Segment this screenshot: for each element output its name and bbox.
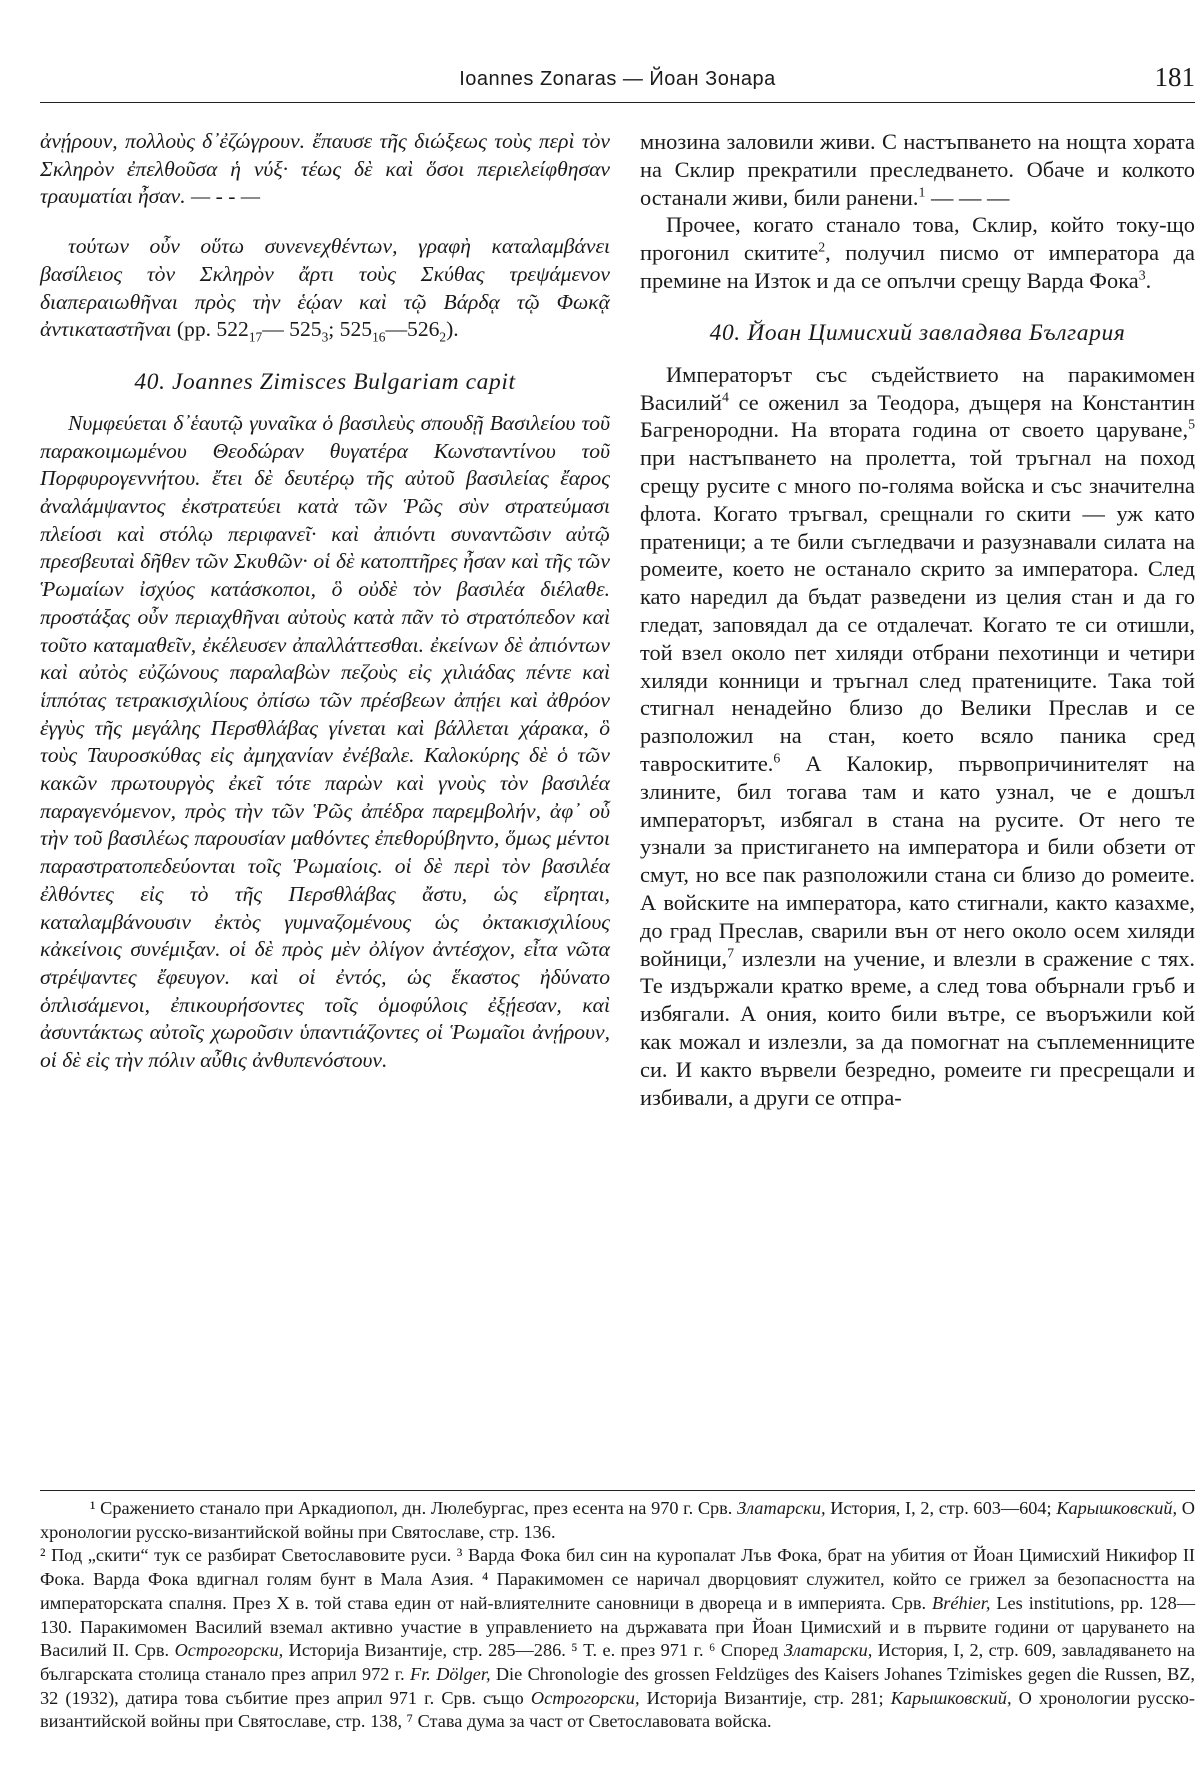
ref-sub: 16: [372, 329, 386, 345]
footnote-7: ⁷ Става дума за част от Светославовата войска.: [402, 1711, 772, 1732]
ref-part: ).: [446, 317, 459, 342]
bulgarian-column: [640, 128, 1195, 1111]
spacer: [40, 344, 610, 368]
text-run: излезли на учение, и влезли в сражение с тях. Те издържали кратко време, а след това обърнали гръб и избягали. А ония, които били вътре, се въоръжили кой как можал и излезли, за да помогнат на съплеменниците си. И както вървели безредно, ромеите ги пресрещали и избивали, а други се отпра-: [640, 945, 1195, 1110]
greek-paragraph-3: Νυμφεύεται δ᾽ἑαυτῷ γυναῖκα ὁ βασιλεὺς σπουδῇ Βασιλείου τοῦ παρακοιμωμένου Θεοδώραν θυγατέρα Κωνσταντίνου τοῦ Πορφυρογεννήτου. ἔτει δὲ δευτέρῳ τῆς αὐτοῦ βασιλείας ἔαρος ἀναλάμψαντος ἐκστρατεύει κατὰ τῶν Ῥῶς σὺν στρατεύμασι πλείοσι καὶ στόλῳ περιφανεῖ· καὶ ἀπιόντι συναντῶσιν αὐτῷ πρεσβευταὶ δῆθεν τῶν Σκυθῶν· οἱ δὲ κατοπτῆρες ἦσαν καὶ τῆς τῶν Ῥωμαίων ἰσχύος κατάσκοποι, ὃ οὐδὲ τὸν βασιλέα διέλαθε. προστάξας οὖν περιαχθῆναι αὐτοὺς κατὰ πᾶν τὸ στρατόπεδον καὶ τοῦτο καταμαθεῖν, ἐκέλευσεν ἀπαλλάττεσθαι. ἐκείνων δὲ ἀπιόντων καὶ αὐτὸς εὐζώνους παραλαβὼν πεζοὺς εἰς χιλιάδας πέντε καὶ ἱππότας τετρακισχιλίους ὀπίσω τῶν πρέσβεων ἀπῄει καὶ ἀθρόον ἐγγὺς τῆς μεγάλης Περσθλάβας γίνεται καὶ βάλλεται χάρακα, ὃ τοὺς Ταυροσκύθας εἰς ἀμηχανίαν ἐνέβαλε. Καλοκύρης δὲ ὁ τῶν κακῶν πρωτουργὸς ἐκεῖ τότε παρὼν καὶ γνοὺς τὸν βασιλέα παραγενόμενον, πρὸς τὴν τῶν Ῥῶς ἀπέδρα παρεμβολήν, ἀφ᾽ οὗ τὴν τοῦ βασιλέως παρουσίαν μαθόντες ἐπεθορύβηντο, ὅμως μέντοι παραστρατοπεδεύονται τοῖς Ῥωμαίοις. οἱ δὲ περὶ τὸν βασιλέα ἐλθόντες εἰς τὸ τῆς Περσθλάβας ἄστυ, ὡς εἴρηται, καταλαμβάνουσιν ἐκτὸς γυμναζομένους ὡς ὀκτακισχιλίους κἀκείνοις συνέμιξαν. οἱ δὲ πρὸς μὲν ὀλίγον ἀντέσχον, εἶτα νῶτα στρέψαντες ἔφευγον. καὶ οἱ ἐντός, ὡς ἕκαστος ἠδύνατο ὁπλισάμενοι, ἐπικουρήσοντες τοῖς ὁμοφύλοις ἐξῄεσαν, καὶ ἀσυντάκτως αὐτοῖς χωροῦσιν ὑπαντιάζοντες οἱ Ῥωμαῖοι ἀνῄρουν, οἱ δὲ εἰς τὴν πόλιν αὖθις ἀνθυπενόστουν.: [40, 410, 610, 1073]
text-run: ¹ Сражението станало при Аркадиопол, дн. Люлебургас, през есента на 970 г. Срв.: [90, 1498, 738, 1518]
footnote-marker: 3: [1138, 268, 1146, 284]
text-run: Les institutions, pp. 128—130. Паракимомен Василий вземал активно участие в управлението на държавата при Йоан Цимисхий и в първите години от царуването на Василий II. Срв.: [40, 1592, 1195, 1661]
text-run: История, I, 2, стр. 609, завладяването на българската столица станало през април 972 г.: [40, 1640, 1196, 1684]
footnote-marker: 2: [818, 240, 826, 256]
text-run: Императорът със съдействието на паракимомен Василий: [640, 361, 1195, 415]
ref-part: —526: [385, 317, 440, 342]
footnote-marker: 4: [721, 390, 729, 406]
text-run: се оженил за Теодора, дъщеря на Константин Багренородни. На втората година от своето царуване,: [640, 389, 1195, 443]
text-run: Историја Византије, стр. 285—286.: [283, 1640, 566, 1661]
ref-part: — 525: [262, 317, 322, 342]
text-run: при настъпването на пролетта, той тръгнал на поход срещу русите с много по-голяма войска и със значителна флота. Когато тръгвал, срещнали го скити — уж като пратеници; а те били съгледвачи и разузнавали силата на ромеите, което не останало скрито за императора. След като наредил да бъдат разведени из целия стан и да го гледат, заповядал да се отдалечат. Когато те си отишли, той взел около пет хиляди отбрани пехотинци и четири хиляди конници и тръгнал след пратениците. Така той стигнал ненадейно близо до Велики Преслав и се разположил на стан, което всяло паника сред тавроскитите.: [640, 445, 1195, 776]
footnote-3: ³ Варда Фока бил син на куропалат Лъв Фока, брат на убития от Йоан Цимисхий Никифор II Фока. Варда Фока вдигнал голям бунт в Мала Азия.: [40, 1545, 1195, 1590]
footnote-1: [40, 1497, 1195, 1544]
bulgarian-paragraph-2: [640, 211, 1195, 294]
author-name: Острогорски,: [174, 1640, 284, 1661]
text-run: , получил писмо от императора да премине на Изток и да се опълчи срещу Варда Фока: [640, 240, 1195, 293]
author-name: Острогорски,: [530, 1687, 640, 1708]
bulgarian-paragraph-1: [640, 128, 1195, 211]
text-run: Die Chronologie des grossen Feldzüges des Kaisers Johanes Tzimiskes gegen die Russen, BZ, 32 (1932), датира това събитие през април 971 г. Срв. също: [40, 1663, 1196, 1708]
greek-paragraph-2: [40, 233, 610, 344]
ref-part: ; 525: [328, 317, 373, 342]
author-name: Bréhier,: [932, 1592, 991, 1613]
text-run: А Калокир, първопричинителят на злините, бил тогава там и като узнал, че е дошъл императорът, избягал в стана на русите. От него те узнали за пристигането на императора и били обзети от смут, но все пак разположили стана си близо до ромеите. А войските на императора, като стигнали, както казахме, до град Преслав, сварили вън от него около осем хиляди войници,: [640, 750, 1195, 971]
bulgarian-paragraph-3: [640, 361, 1195, 1112]
section-heading-latin: 40. Joannes Zimisces Bulgariam capit: [134, 368, 516, 395]
page-header: [40, 62, 1195, 103]
section-heading-bulgarian: 40. Йоан Цимисхий завладява България: [709, 319, 1126, 346]
footnote-4: ⁴ Паракимомен се наричал дворцовият служител, който се грижел за безопасността на императорската спалня. През X в. той става един от най-влиятелните сановници в двореца и в империята. Срв.: [40, 1569, 1195, 1613]
running-title: Ioannes Zonaras — Йоан Зонара: [459, 68, 776, 90]
footnote-6: ⁶ Според: [703, 1640, 784, 1661]
text-run: мнозина заловили живи. С настъпването на нощта хората на Склир прекратили преследването. Обаче и колкото останали живи, били ранени.: [640, 129, 1195, 210]
spacer: [40, 396, 610, 410]
spacer: [40, 211, 610, 233]
footnote-marker: 6: [773, 751, 781, 767]
greek-paragraph-2-text: τούτων οὖν οὕτω συνενεχθέντων, γραφὴ καταλαμβάνει βασίλειος τὸν Σκληρὸν ἄρτι τοὺς Σκύθας τρεψάμενον διαπεραιωθῆναι πρὸς τὴν ἑῴαν καὶ τῷ Βάρδᾳ τῷ Φωκᾷ ἀντικαταστῆναι: [40, 234, 610, 342]
author-name: Карышковский,: [1056, 1498, 1178, 1518]
author-name: Златарски,: [737, 1498, 826, 1518]
footnote-2: ² Под „скити“ тук се разбират Светославовите руси.: [40, 1545, 452, 1566]
author-name: Карышковский,: [890, 1687, 1012, 1708]
author-name: Fr. Dölger,: [410, 1663, 491, 1684]
footnote-marker: 7: [727, 946, 735, 962]
text-run: — — —: [925, 184, 1010, 210]
footnote-marker: 1: [918, 185, 926, 201]
text-run: Прочее, когато станало това, Склир, който току-що прогонил скитите: [640, 212, 1195, 266]
ref-sub: 3: [321, 329, 329, 345]
text-run: Историја Византије, стр. 281;: [639, 1687, 891, 1708]
ref-part: (pp. 522: [176, 317, 249, 342]
page-number: 181: [1154, 62, 1195, 92]
ref-sub: 2: [439, 329, 447, 345]
greek-paragraph-1: ἀνῄρουν, πολλοὺς δ᾽ἐζώγρουν. ἔπαυσε τῆς διώξεως τοὺς περὶ τὸν Σκληρὸν ἐπελθοῦσα ἡ νύξ· τέως δὲ καὶ ὅσοι περιελείφθησαν τραυματίαι ἦσαν. — - - —: [40, 129, 610, 209]
greek-column: [40, 128, 610, 1075]
footnote-marker: 5: [1188, 417, 1195, 433]
footnote-5: ⁵ Т. е. през 971 г.: [565, 1640, 704, 1661]
ref-sub: 17: [248, 329, 263, 345]
text-run: .: [1145, 267, 1152, 293]
text-run: История, I, 2, стр. 603—604;: [825, 1498, 1057, 1518]
text-run: О хронологии русско-византийской войны при Святославе, стр. 136.: [40, 1498, 1196, 1542]
spacer: [640, 295, 1195, 319]
footnotes: [40, 1490, 1195, 1734]
source-reference: [176, 317, 459, 345]
spacer: [640, 347, 1195, 361]
author-name: Златарски,: [783, 1640, 873, 1661]
footnotes-2-3: [40, 1544, 1195, 1734]
text-run: О хронологии русско-византийской войны при Святославе, стр. 138,: [40, 1687, 1196, 1732]
